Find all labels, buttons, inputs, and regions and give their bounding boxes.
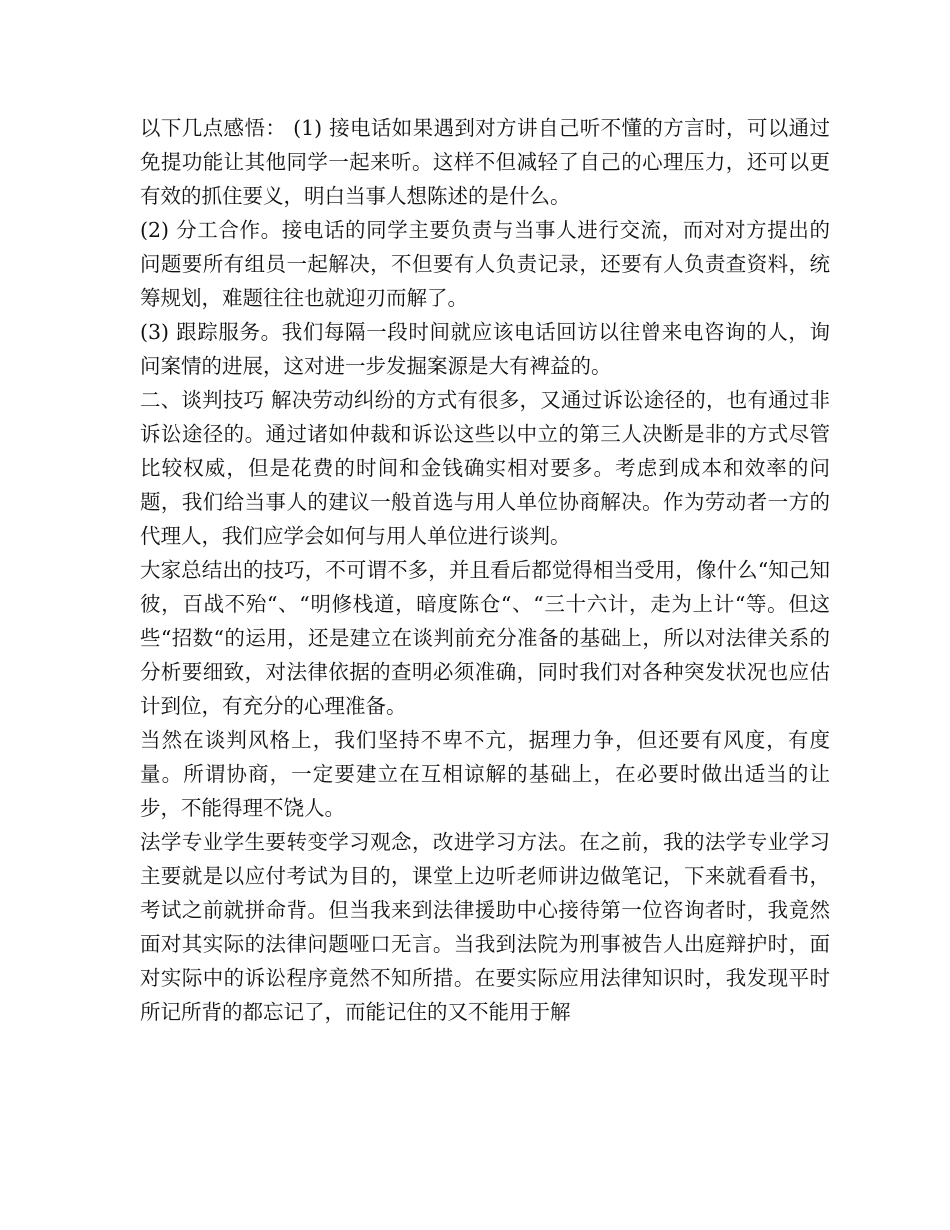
paragraph-techniques: 大家总结出的技巧，不可谓不多，并且看后都觉得相当受用，像什么“知己知彼，百战不殆“、“明修栈道，暗度陈仓“、“三十六计，走为上计“等。但这些“招数“的运用，还是建立在谈判前充分准备的基础上，所以对法律关系的分析要细致，对法律依据的查明必须准确，同时我们对各种突发状况也应估计到位，有充分的心理准备。 [140,558,830,718]
paragraph-insights-1: 以下几点感悟： (1) 接电话如果遇到对方讲自己听不懂的方言时，可以通过免提功能让其他同学一起来听。这样不但减轻了自己的心理压力，还可以更有效的抓住要义，明白当事人想陈述的是什么。 [140,116,830,208]
document-body [140,111,830,1029]
paragraph-study-methods: 法学专业学生要转变学习观念，改进学习方法。在之前，我的法学专业学习主要就是以应付考试为目的，课堂上边听老师讲边做笔记，下来就看看书，考试之前就拼命背。但当我来到法律援助中心接待第一位咨询者时，我竟然面对其实际的法律问题哑口无言。当我到法院为刑事被告人出庭辩护时，面对实际中的诉讼程序竟然不知所措。在要实际应用法律知识时，我发现平时所记所背的都忘记了，而能记住的又不能用于解 [140,830,830,1024]
paragraph-insights-3: (3) 跟踪服务。我们每隔一段时间就应该电话回访以往曾来电咨询的人，询问案情的进展，这对进一步发掘案源是大有裨益的。 [140,320,830,378]
paragraph-insights-2: (2) 分工合作。接电话的同学主要负责与当事人进行交流，而对对方提出的问题要所有组员一起解决，不但要有人负责记录，还要有人负责查资料，统筹规划，难题往往也就迎刃而解了。 [140,218,830,310]
paragraph-negotiation-style: 当然在谈判风格上，我们坚持不卑不亢，据理力争，但还要有风度，有度量。所谓协商，一定要建立在互相谅解的基础上，在必要时做出适当的让步，不能得理不饶人。 [140,728,830,820]
paragraph-negotiation-skills: 二、谈判技巧 解决劳动纠纷的方式有很多，又通过诉讼途径的，也有通过非诉讼途径的。通过诸如仲裁和诉讼这些以中立的第三人决断是非的方式尽管比较权威，但是花费的时间和金钱确实相对要多。考虑到成本和效率的问题，我们给当事人的建议一般首选与用人单位协商解决。作为劳动者一方的代理人，我们应学会如何与用人单位进行谈判。 [140,388,830,548]
